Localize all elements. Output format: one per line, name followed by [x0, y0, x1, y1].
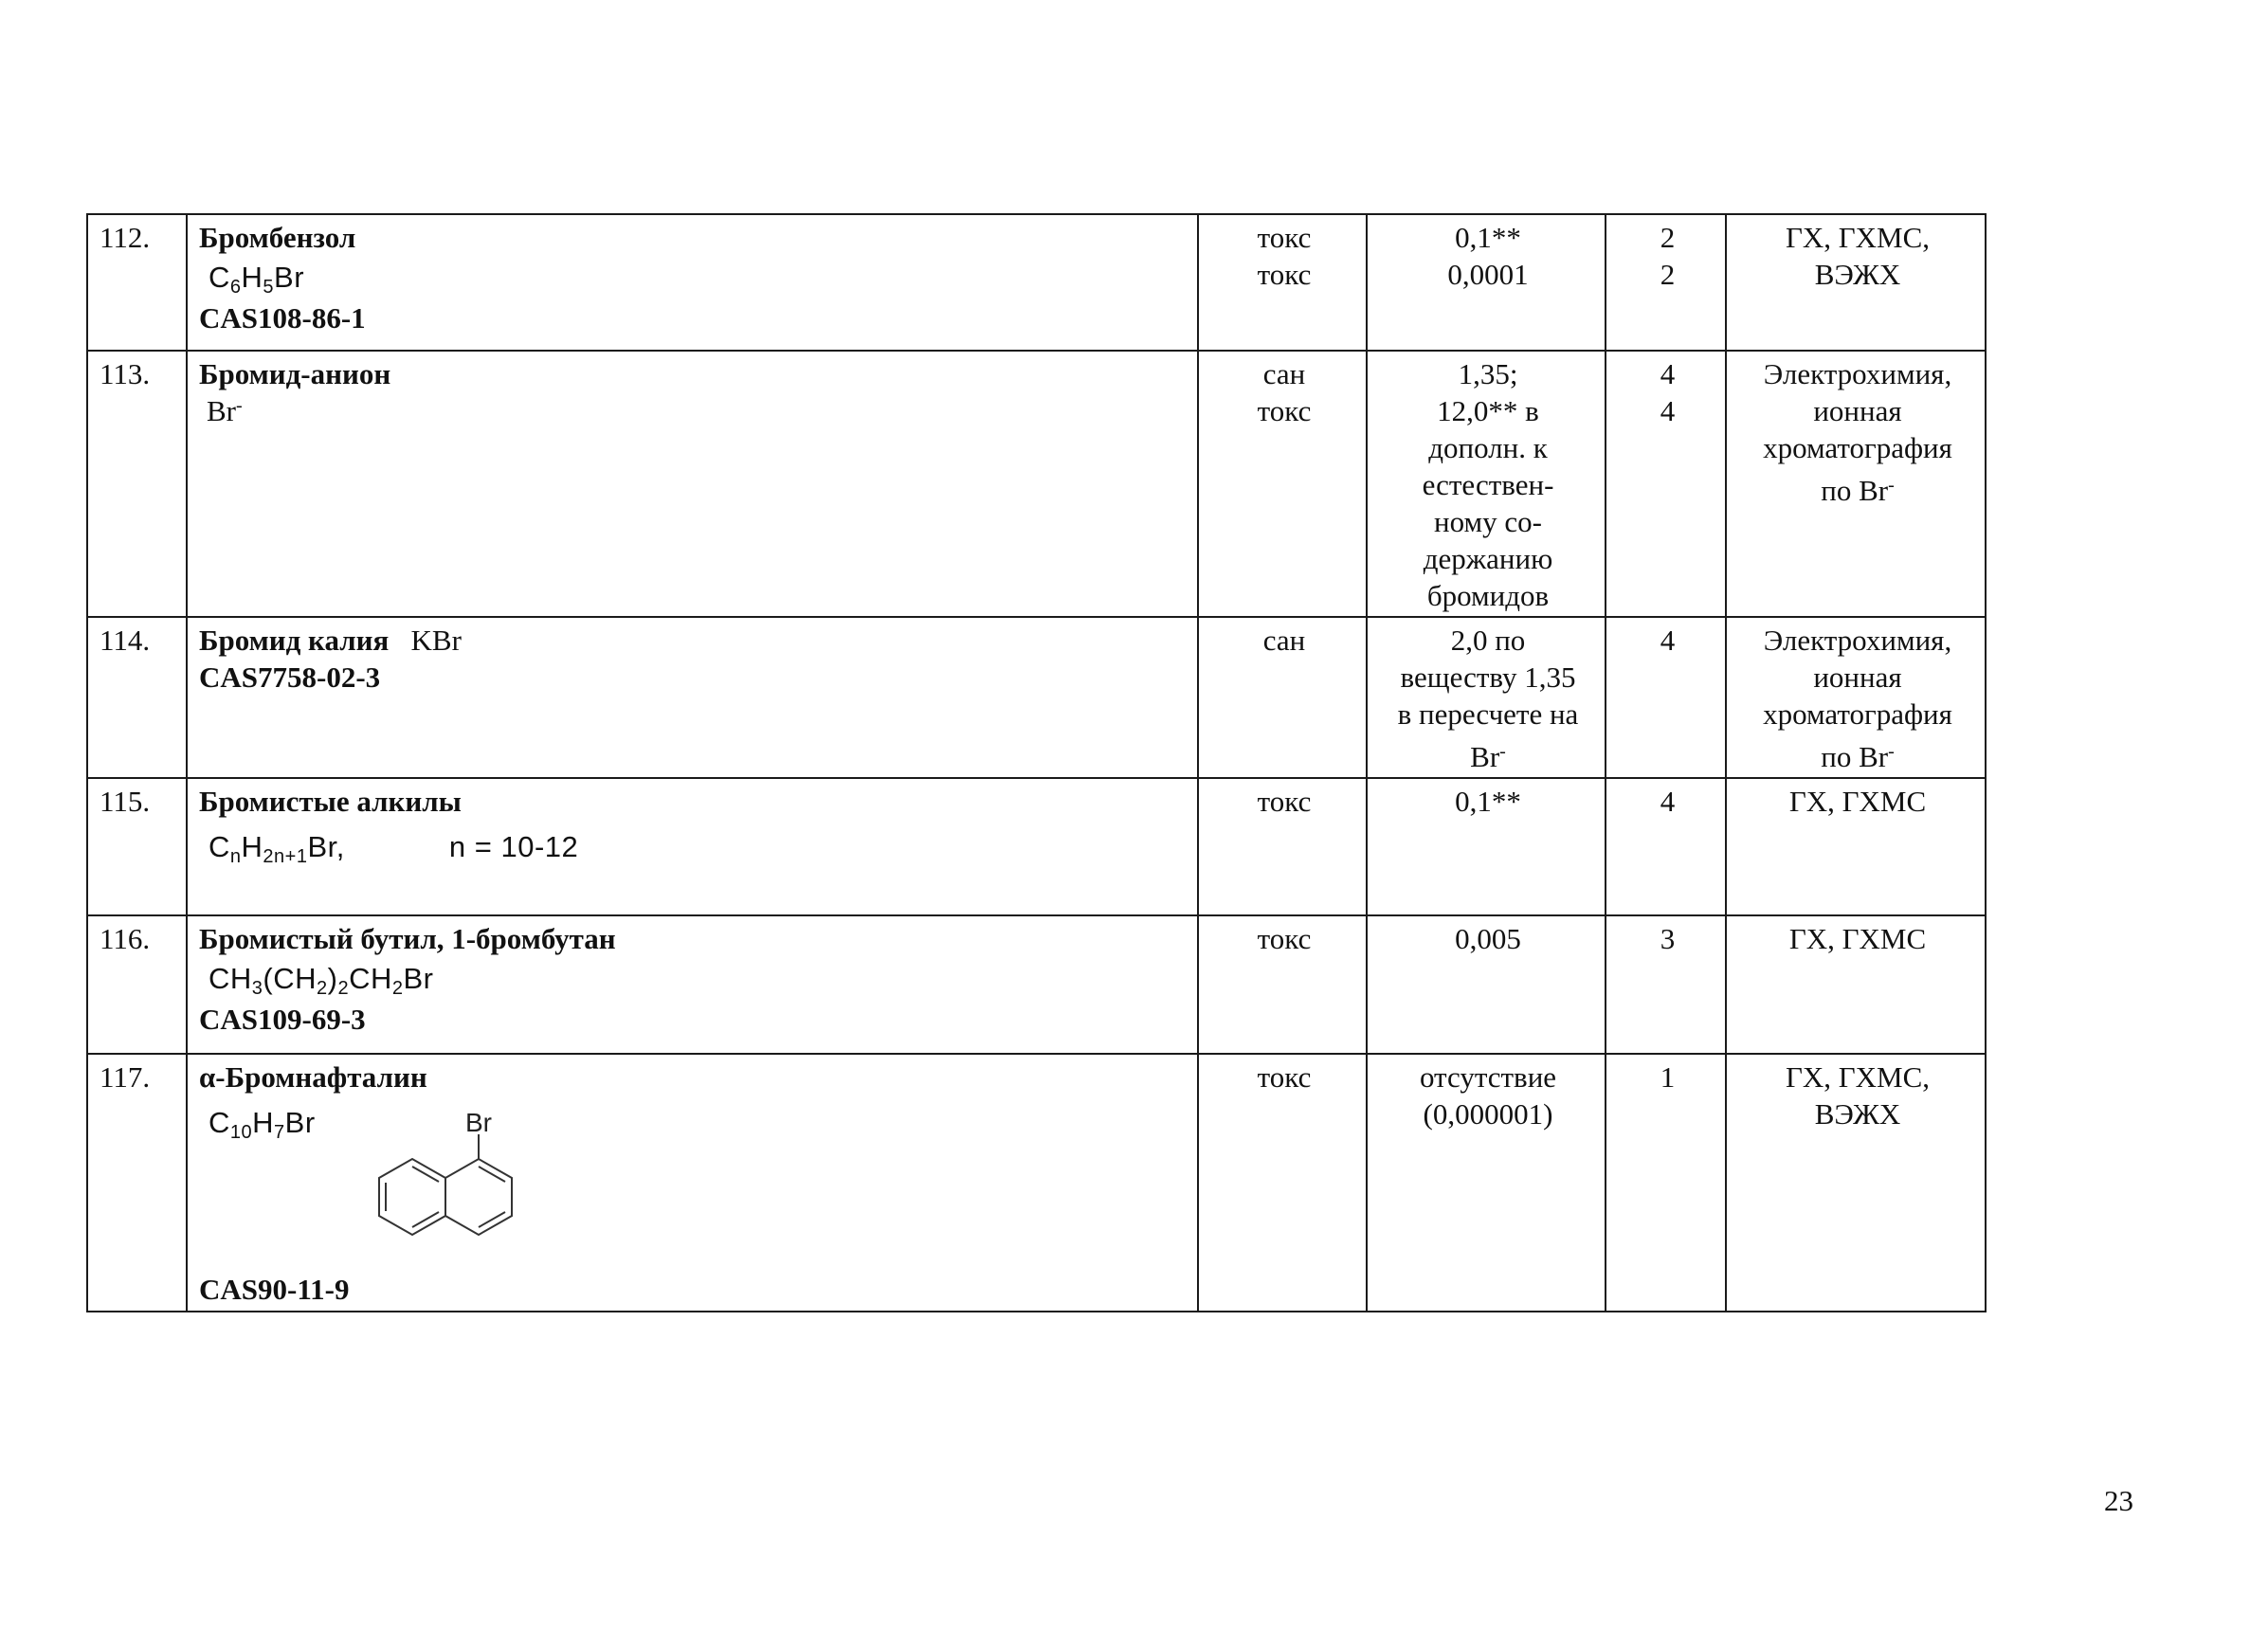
concentration-value: 1,35; 12,0** в дополн. к естествен- ному со- держанию бромидов — [1367, 351, 1606, 617]
concentration-value: 0,1** — [1367, 778, 1606, 915]
chemical-formula: $CH_3(CH_2)_2CH_2Br$ — [209, 962, 434, 999]
cas-number: CAS7758-02-3 — [199, 661, 381, 694]
hazard-class: 4 — [1606, 617, 1726, 778]
naphthalene-structure-icon — [365, 1108, 564, 1271]
table-row — [87, 214, 1986, 351]
substance-name: Бромид калия — [199, 624, 390, 657]
chemical-formula: $C_{10}H_7Br$ — [209, 1106, 316, 1143]
row-number: 114. — [87, 617, 187, 778]
substance-cell — [187, 778, 1198, 915]
row-number: 116. — [87, 915, 187, 1054]
substance-name-line — [199, 622, 1189, 659]
substance-name: Бромистый бутил, 1-бромбутан — [199, 922, 616, 955]
hazard-indicator: токс — [1198, 1054, 1367, 1312]
concentration-value: 2,0 по веществу 1,35 в пересчете на Br- — [1367, 617, 1606, 778]
hazard-class: 3 — [1606, 915, 1726, 1054]
substance-cell — [187, 915, 1198, 1054]
cas-number: CAS109-69-3 — [199, 1003, 366, 1036]
hazard-class: 1 — [1606, 1054, 1726, 1312]
chemical-formula: $C_nH_{2n+1}Br$, n = 10-12 — [209, 830, 579, 867]
hazard-indicator: сан — [1198, 617, 1367, 778]
hazard-indicator: токс токс — [1198, 214, 1367, 351]
hazard-indicator: токс — [1198, 778, 1367, 915]
table-row — [87, 1054, 1986, 1312]
formula-note: n = 10-12 — [448, 830, 579, 863]
analysis-method: Электрохимия, ионная хроматография по Br- — [1726, 351, 1986, 617]
substance-name: Бромид-анион — [199, 357, 391, 390]
row-number: 112. — [87, 214, 187, 351]
substance-cell — [187, 1054, 1198, 1312]
row-number: 115. — [87, 778, 187, 915]
substance-cell — [187, 214, 1198, 351]
row-number: 113. — [87, 351, 187, 617]
hazard-class: 2 2 — [1606, 214, 1726, 351]
substance-name: α-Бромнафталин — [199, 1060, 427, 1094]
substance-cell — [187, 617, 1198, 778]
table-row — [87, 617, 1986, 778]
substance-name: Бромистые алкилы — [199, 785, 462, 818]
name-formula: KBr — [410, 624, 462, 657]
substance-table — [86, 213, 1987, 1312]
analysis-method: Электрохимия, ионная хроматография по Br- — [1726, 617, 1986, 778]
substance-cell — [187, 351, 1198, 617]
concentration-value: 0,005 — [1367, 915, 1606, 1054]
cas-number: CAS90-11-9 — [199, 1273, 350, 1306]
page-number: 23 — [2104, 1484, 2133, 1517]
analysis-method: ГХ, ГХМС — [1726, 915, 1986, 1054]
cas-number: CAS108-86-1 — [199, 301, 366, 335]
substance-name: Бромбензол — [199, 221, 356, 254]
hazard-class: 4 4 — [1606, 351, 1726, 617]
analysis-method: ГХ, ГХМС, ВЭЖХ — [1726, 1054, 1986, 1312]
table-row — [87, 351, 1986, 617]
hazard-class: 4 — [1606, 778, 1726, 915]
table-row — [87, 915, 1986, 1054]
chemical-formula: $C_6H_5Br$ — [209, 261, 305, 298]
hazard-indicator: сан токс — [1198, 351, 1367, 617]
concentration-value: отсутствие (0,000001) — [1367, 1054, 1606, 1312]
structure-bromine-label: Br — [465, 1108, 492, 1137]
table-row — [87, 778, 1986, 915]
row-number: 117. — [87, 1054, 187, 1312]
ion-formula: Br- — [207, 394, 243, 427]
analysis-method: ГХ, ГХМС — [1726, 778, 1986, 915]
hazard-indicator: токс — [1198, 915, 1367, 1054]
concentration-value: 0,1** 0,0001 — [1367, 214, 1606, 351]
analysis-method: ГХ, ГХМС, ВЭЖХ — [1726, 214, 1986, 351]
